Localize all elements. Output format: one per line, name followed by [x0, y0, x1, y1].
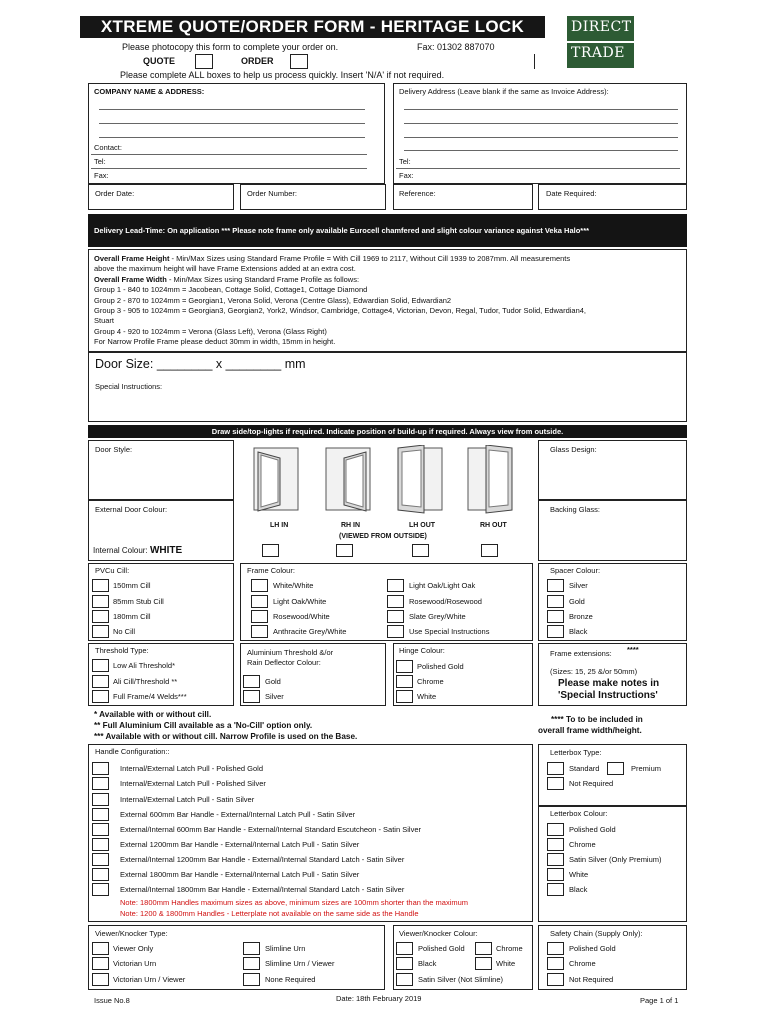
chain-chrome-checkbox[interactable] [547, 957, 564, 970]
issue-number: Issue No.8 [94, 996, 130, 1005]
cill-150-checkbox[interactable] [92, 579, 109, 592]
safety-chain-label: Safety Chain (Supply Only): [550, 929, 643, 938]
fax-number: Fax: 01302 887070 [417, 42, 495, 52]
frame-white-white-label: White/White [273, 581, 314, 590]
slimline-urn-checkbox[interactable] [243, 942, 260, 955]
glass-design-label: Glass Design: [550, 445, 597, 454]
frame-height-heading: Overall Frame Height [94, 254, 170, 263]
quote-label: QUOTE [143, 56, 176, 66]
door-lh-in-icon [254, 448, 298, 511]
victorian-urn-viewer-label: Victorian Urn / Viewer [113, 975, 186, 984]
note-2: ** Full Aluminium Cill available as a 'No-Cill' option only. [94, 721, 313, 730]
order-checkbox[interactable] [290, 54, 308, 69]
frame-rosewood-rosewood-checkbox[interactable] [387, 595, 404, 608]
ali-cill-checkbox[interactable] [92, 675, 109, 688]
door-lh-out-icon [398, 445, 442, 513]
company-tel-label: Tel: [94, 157, 106, 166]
hinge-white-checkbox[interactable] [396, 690, 413, 703]
hinge-chrome-checkbox[interactable] [396, 675, 413, 688]
backing-glass-field[interactable] [538, 500, 687, 561]
internal-colour [93, 545, 182, 556]
frame-colour-label: Frame Colour: [247, 566, 295, 575]
frame-lightoak-lightoak-label: Light Oak/Light Oak [409, 581, 476, 590]
spacer-gold-label: Gold [569, 597, 585, 606]
viewer-type-label: Viewer/Knocker Type: [95, 929, 168, 938]
letterbox-not-required-checkbox[interactable] [547, 777, 564, 790]
cill-180-checkbox[interactable] [92, 610, 109, 623]
door-size-label: Door Size: ________ x ________ mm [95, 357, 306, 371]
viewer-white-checkbox[interactable] [475, 957, 492, 970]
group-2: Group 2 - 870 to 1024mm = Georgian1, Verona Solid, Verona (Centre Glass), Edwardian Solid, Edwardian2 [94, 295, 452, 305]
handle-option-4-label: External 600mm Bar Handle - External/Internal Latch Pull - Satin Silver [120, 810, 356, 819]
chain-polished-gold-label: Polished Gold [569, 944, 616, 953]
frame-rosewood-rosewood-label: Rosewood/Rosewood [409, 597, 482, 606]
slimline-urn-label: Slimline Urn [265, 944, 306, 953]
handle-option-2-label: Internal/External Latch Pull - Polished Silver [120, 779, 266, 788]
lead-time-banner: Delivery Lead-Time: On application *** Please note frame only available Eurocell chamfered and slight colour variance against Veka Halo*** [88, 214, 687, 247]
low-ali-threshold-checkbox[interactable] [92, 659, 109, 672]
issue-date: Date: 18th February 2019 [336, 994, 422, 1003]
handle-option-5-checkbox[interactable] [92, 823, 109, 836]
viewer-white-label: White [496, 959, 516, 968]
order-label: ORDER [241, 56, 274, 66]
frame-extensions-note-2: 'Special Instructions' [558, 690, 658, 701]
frame-rosewood-white-label: Rosewood/White [273, 612, 330, 621]
aluminium-threshold-section [240, 643, 386, 706]
contact-label: Contact: [94, 143, 122, 152]
viewer-chrome-checkbox[interactable] [475, 942, 492, 955]
letterbox-chrome-checkbox[interactable] [547, 838, 564, 851]
handle-option-7-checkbox[interactable] [92, 853, 109, 866]
letterbox-white-label: White [569, 870, 589, 879]
frame-extensions-note-1: Please make notes in [558, 678, 660, 689]
aluminium-gold-label: Gold [265, 677, 281, 686]
letterbox-black-label: Black [569, 885, 588, 894]
letterbox-polished-gold-label: Polished Gold [569, 825, 616, 834]
viewer-black-checkbox[interactable] [396, 957, 413, 970]
slimline-urn-viewer-label: Slimline Urn / Viewer [265, 959, 335, 968]
aluminium-gold-checkbox[interactable] [243, 675, 260, 688]
internal-colour-label: Internal Colour: [93, 546, 148, 555]
spacer-colour-label: Spacer Colour: [550, 566, 601, 575]
spacer-gold-checkbox[interactable] [547, 595, 564, 608]
aluminium-silver-label: Silver [265, 692, 284, 701]
frame-width-text: - Min/Max Sizes using Standard Frame Profile as follows: [166, 274, 360, 284]
quote-checkbox[interactable] [195, 54, 213, 69]
no-cill-label: No Cill [113, 627, 136, 636]
handle-config-label: Handle Configuration:: [95, 747, 170, 756]
letterbox-colour-label: Letterbox Colour: [550, 809, 608, 818]
hinge-chrome-label: Chrome [417, 677, 444, 686]
chain-not-required-label: Not Required [569, 975, 614, 984]
cill-150-label: 150mm Cill [113, 581, 151, 590]
direct-trade-logo [567, 16, 634, 68]
letterbox-chrome-label: Chrome [569, 840, 596, 849]
order-date-label: Order Date: [95, 189, 135, 198]
hinge-polished-gold-checkbox[interactable] [396, 660, 413, 673]
handle-option-5-label: External/Internal 600mm Bar Handle - External/Internal Standard Escutcheon - Satin Silver [120, 825, 421, 834]
logo-text-direct: DIRECT [571, 19, 632, 35]
handle-option-9-checkbox[interactable] [92, 883, 109, 896]
spacer-black-checkbox[interactable] [547, 625, 564, 638]
viewed-from-outside: (VIEWED FROM OUTSIDE) [339, 533, 427, 540]
handle-option-1-checkbox[interactable] [92, 762, 109, 775]
chain-polished-gold-checkbox[interactable] [547, 942, 564, 955]
letterbox-type-section [538, 744, 687, 806]
handle-option-7-label: External/Internal 1200mm Bar Handle - External/Internal Standard Latch - Satin Silver [120, 855, 405, 864]
note-1: * Available with or without cill. [94, 710, 212, 719]
handle-option-8-label: External 1800mm Bar Handle - External/Internal Latch Pull - Satin Silver [120, 870, 360, 879]
hinge-rh-in-label: RH IN [341, 522, 361, 529]
victorian-urn-viewer-checkbox[interactable] [92, 973, 109, 986]
full-frame-label: Full Frame/4 Welds*** [113, 692, 187, 701]
viewer-only-checkbox[interactable] [92, 942, 109, 955]
viewer-chrome-label: Chrome [496, 944, 523, 953]
door-rh-out-icon [468, 445, 512, 513]
frame-width-heading: Overall Frame Width [94, 274, 167, 284]
cill-85-label: 85mm Stub Cill [113, 597, 164, 606]
frame-slategrey-white-label: Slate Grey/White [409, 612, 466, 621]
photocopy-text: Please photocopy this form to complete your order on. [122, 42, 339, 52]
full-frame-checkbox[interactable] [92, 690, 109, 703]
group-1: Group 1 - 840 to 1024mm = Jacobean, Cottage Solid, Cottage1, Cottage Diamond [94, 285, 368, 295]
cill-85-checkbox[interactable] [92, 595, 109, 608]
order-date-field[interactable] [88, 184, 234, 210]
frame-extensions-section [538, 643, 687, 706]
backing-glass-label: Backing Glass: [550, 505, 601, 514]
date-required-field[interactable] [538, 184, 687, 210]
order-number-label: Order Number: [247, 189, 298, 198]
letterbox-not-required-label: Not Required [569, 779, 614, 788]
glass-design-field[interactable] [538, 440, 687, 500]
logo-text-trade: TRADE [571, 45, 625, 61]
handle-option-2-checkbox[interactable] [92, 777, 109, 790]
delivery-fax-label: Fax: [399, 171, 414, 180]
low-ali-threshold-label: Low Ali Threshold* [113, 661, 175, 670]
group-3: Group 3 - 905 to 1024mm = Georgian3, Georgian2, York2, Windsor, Cambridge, Cottage4, Victorian, Devon, Regal, Tudor, Tudor Solid, Edwardian4, [94, 306, 587, 316]
reference-label: Reference: [399, 189, 436, 198]
frame-extensions-label: Frame extensions: [550, 649, 612, 658]
viewer-none-label: None Required [265, 975, 316, 984]
handle-note-1: Note: 1800mm Handles maximum sizes as above, minimum sizes are 100mm shorter than the maximum [120, 898, 469, 907]
frame-height-text2: above the maximum height will have Frame Extensions added at an extra cost. [94, 264, 356, 274]
letterbox-satin-silver-checkbox[interactable] [547, 853, 564, 866]
reference-field[interactable] [393, 184, 533, 210]
frame-lightoak-lightoak-checkbox[interactable] [387, 579, 404, 592]
frame-white-white-checkbox[interactable] [251, 579, 268, 592]
frame-lightoak-white-label: Light Oak/White [273, 597, 327, 606]
external-colour-label: External Door Colour: [95, 505, 168, 514]
hinge-colour-label: Hinge Colour: [399, 646, 445, 655]
frame-size-info [88, 249, 687, 352]
spacer-black-label: Black [569, 627, 588, 636]
cill-180-label: 180mm Cill [113, 612, 151, 621]
date-required-label: Date Required: [546, 189, 597, 198]
viewer-polished-gold-checkbox[interactable] [396, 942, 413, 955]
frame-extensions-stars: **** [627, 645, 639, 654]
letterbox-polished-gold-checkbox[interactable] [547, 823, 564, 836]
door-rh-in-icon [326, 448, 370, 511]
frame-slategrey-white-checkbox[interactable] [387, 610, 404, 623]
chain-not-required-checkbox[interactable] [547, 973, 564, 986]
rh-out-checkbox[interactable] [481, 544, 498, 557]
spacer-silver-label: Silver [569, 581, 588, 590]
victorian-urn-checkbox[interactable] [92, 957, 109, 970]
viewer-satin-silver-label: Satin Silver (Not Slimline) [418, 975, 504, 984]
order-number-field[interactable] [240, 184, 386, 210]
handle-option-4-checkbox[interactable] [92, 808, 109, 821]
spacer-silver-checkbox[interactable] [547, 579, 564, 592]
internal-colour-value: WHITE [149, 545, 183, 556]
door-style-label: Door Style: [95, 445, 133, 454]
frame-extensions-sizes: (Sizes: 15, 25 &/or 50mm) [550, 667, 638, 676]
lh-out-checkbox[interactable] [412, 544, 429, 557]
external-colour-field[interactable] [88, 500, 234, 561]
letterbox-white-checkbox[interactable] [547, 868, 564, 881]
no-cill-checkbox[interactable] [92, 625, 109, 638]
group-4: Group 4 - 920 to 1024mm = Verona (Glass Left), Verona (Glass Right) [94, 326, 327, 336]
chain-chrome-label: Chrome [569, 959, 596, 968]
delivery-label: Delivery Address (Leave blank if the same as Invoice Address): [399, 87, 609, 96]
narrow-profile-note: For Narrow Profile Frame please deduct 30mm in width, 15mm in height. [94, 337, 336, 347]
handle-option-6-checkbox[interactable] [92, 838, 109, 851]
lh-in-checkbox[interactable] [262, 544, 279, 557]
delivery-tel-label: Tel: [399, 157, 411, 166]
viewer-polished-gold-label: Polished Gold [418, 944, 465, 953]
frame-height-text: - Min/Max Sizes using Standard Frame Profile = With Cill 1969 to 2117, Without Cill 1939 to 2087mm. All measurements [169, 254, 571, 263]
letterbox-type-label: Letterbox Type: [550, 748, 602, 757]
viewer-none-checkbox[interactable] [243, 973, 260, 986]
handle-option-3-label: Internal/External Latch Pull - Satin Silver [120, 795, 255, 804]
special-instructions-label: Special Instructions: [95, 382, 163, 391]
letterbox-satin-silver-label: Satin Silver (Only Premium) [569, 855, 662, 864]
ali-cill-label: Ali Cill/Threshold ** [113, 677, 178, 686]
note-3: *** Available with or without cill. Narrow Profile is used on the Base. [94, 732, 358, 741]
group-3-cont: Stuart [94, 316, 115, 326]
aluminium-label-2: Rain Deflector Colour: [247, 658, 321, 667]
hinge-polished-gold-label: Polished Gold [417, 662, 464, 671]
letterbox-black-checkbox[interactable] [547, 883, 564, 896]
frame-anthracite-white-checkbox[interactable] [251, 625, 268, 638]
hinge-white-label: White [417, 692, 437, 701]
spacer-bronze-checkbox[interactable] [547, 610, 564, 623]
hinge-lh-in-label: LH IN [270, 522, 289, 529]
viewer-black-label: Black [418, 959, 437, 968]
frame-special-label: Use Special Instructions [409, 627, 490, 636]
door-size-box[interactable] [88, 352, 687, 422]
aluminium-label-1: Aluminium Threshold &/or [247, 648, 334, 657]
frame-rosewood-white-checkbox[interactable] [251, 610, 268, 623]
draw-instructions-banner: Draw side/top-lights if required. Indicate position of build-up if required. Always view from outside. [88, 425, 687, 438]
frame-lightoak-white-checkbox[interactable] [251, 595, 268, 608]
frame-special-checkbox[interactable] [387, 625, 404, 638]
note-4a: **** To to be included in [551, 715, 643, 724]
form-title: XTREME QUOTE/ORDER FORM - HERITAGE LOCK [80, 16, 545, 38]
delivery-address-box[interactable] [393, 83, 687, 184]
page-number: Page 1 of 1 [640, 996, 679, 1005]
aluminium-silver-checkbox[interactable] [243, 690, 260, 703]
letterbox-standard-label: Standard [569, 764, 600, 773]
victorian-urn-label: Victorian Urn [113, 959, 157, 968]
hinge-colour-section [393, 643, 533, 706]
hinge-rh-out-label: RH OUT [480, 522, 507, 529]
letterbox-standard-checkbox[interactable] [547, 762, 564, 775]
letterbox-premium-label: Premium [631, 764, 662, 773]
door-style-field[interactable] [88, 440, 234, 500]
company-fax-label: Fax: [94, 171, 109, 180]
handle-option-6-label: External 1200mm Bar Handle - External/Internal Latch Pull - Satin Silver [120, 840, 360, 849]
viewer-colour-label: Viewer/Knocker Colour: [399, 929, 478, 938]
viewer-satin-silver-checkbox[interactable] [396, 973, 413, 986]
handle-option-9-label: External/Internal 1800mm Bar Handle - External/Internal Standard Latch - Satin Silver [120, 885, 405, 894]
hinge-lh-out-label: LH OUT [409, 522, 436, 529]
rh-in-checkbox[interactable] [336, 544, 353, 557]
slimline-urn-viewer-checkbox[interactable] [243, 957, 260, 970]
company-label: COMPANY NAME & ADDRESS: [94, 87, 205, 96]
viewer-only-label: Viewer Only [113, 944, 154, 953]
company-address-box[interactable] [88, 83, 385, 184]
complete-instructions: Please complete ALL boxes to help us process quickly. Insert 'N/A' if not required. [120, 70, 445, 80]
note-4b: overall frame width/height. [538, 726, 642, 735]
handle-option-3-checkbox[interactable] [92, 793, 109, 806]
letterbox-premium-checkbox[interactable] [607, 762, 624, 775]
spacer-bronze-label: Bronze [569, 612, 593, 621]
handle-option-8-checkbox[interactable] [92, 868, 109, 881]
pvcu-cill-label: PVCu Cill: [95, 566, 130, 575]
handle-option-1-label: Internal/External Latch Pull - Polished Gold [120, 764, 263, 773]
frame-anthracite-white-label: Anthracite Grey/White [273, 627, 347, 636]
handle-note-2: Note: 1200 & 1800mm Handles - Letterplate not available on the same side as the Handle [120, 909, 419, 918]
threshold-label: Threshold Type: [95, 646, 149, 655]
door-hinge-diagrams [250, 445, 530, 520]
